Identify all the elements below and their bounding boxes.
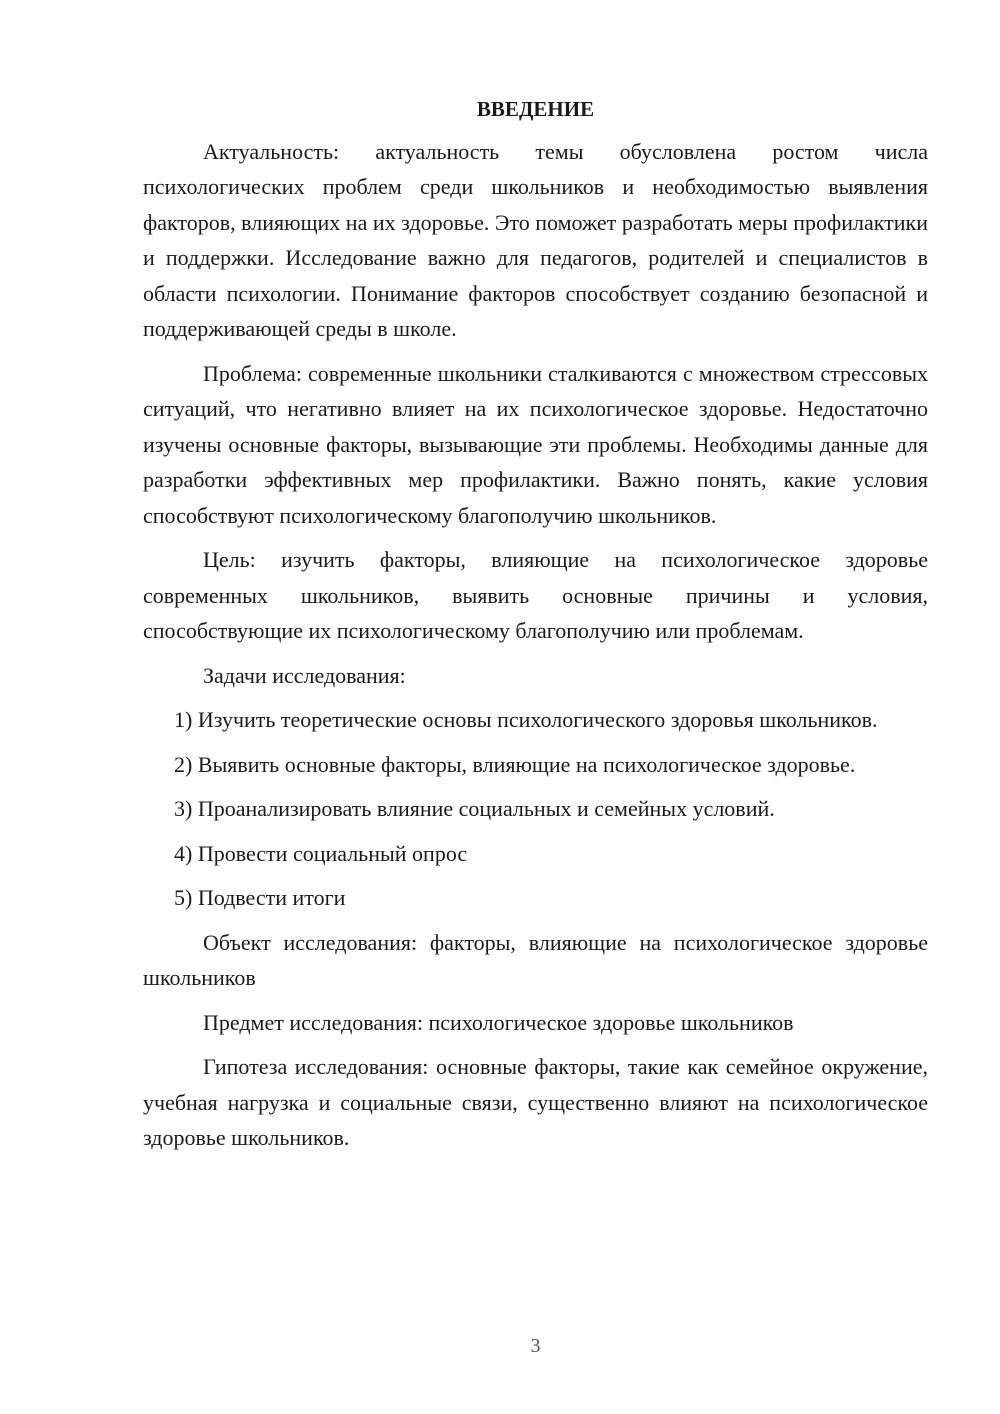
section-heading: ВВЕДЕНИЕ: [476, 97, 595, 121]
paragraph-hypothesis: Гипотеза исследования: основные факторы, такие как семейное окружение, учебная нагрузка и социальные связи, существенно влияют на психологическое здоровье школьников.: [143, 1054, 928, 1150]
task-item-5: 5) Подвести итоги: [174, 885, 346, 910]
task-item-4: 4) Провести социальный опрос: [174, 840, 468, 866]
paragraph-goal: Цель: изучить факторы, влияющие на психологическое здоровье современных школьников, выявить основные причины и условия, способствующие их психологическому благополучию или проблемам.: [143, 547, 928, 643]
tasks-title: Задачи исследования:: [203, 662, 406, 688]
page-number: 3: [530, 1335, 541, 1357]
task-item-2: 2) Выявить основные факторы, влияющие на психологическое здоровье.: [174, 751, 856, 777]
paragraph-object: Объект исследования: факторы, влияющие на психологическое здоровье школьников: [143, 929, 928, 990]
task-item-1: 1) Изучить теоретические основы психологического здоровья школьников.: [174, 707, 878, 732]
task-item-3: 3) Проанализировать влияние социальных и семейных условий.: [174, 796, 775, 821]
paragraph-subject: Предмет исследования: психологическое здоровье школьников: [203, 1009, 794, 1035]
document-page: [143, 92, 928, 1165]
paragraph-relevance: Актуальность: актуальность темы обусловлена ростом числа психологических проблем среди школьников и необходимостью выявления факторов, влияющих на их здоровье. Это поможет разработать меры профилактики и поддержки. Исследование важно для педагогов, родителей и специалистов в области психологии. Понимание факторов способствует созданию безопасной и поддерживающей среды в школе.: [143, 138, 928, 341]
paragraph-problem: Проблема: современные школьники сталкиваются с множеством стрессовых ситуаций, что негативно влияет на их психологическое здоровье. Недостаточно изучены основные факторы, вызывающие эти проблемы. Необходимы данные для разработки эффективных мер профилактики. Важно понять, какие условия способствуют психологическому благополучию школьников.: [143, 360, 928, 528]
